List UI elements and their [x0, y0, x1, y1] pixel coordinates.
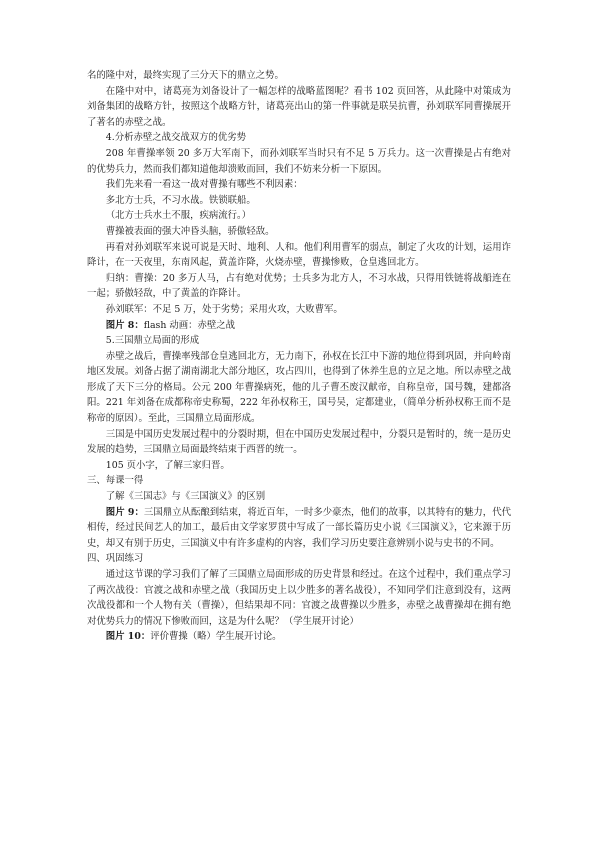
- paragraph: 三国是中国历史发展过程中的分裂时期，但在中国历史发展过程中，分裂只是暂时的，统一是历史发展的趋势，三国鼎立局面最终结束于西晋的统一。: [87, 428, 511, 456]
- figure-text: 评价曹操（略）学生展开讨论。: [150, 631, 282, 643]
- figure-note: [87, 505, 511, 552]
- section-heading: 四、巩固练习: [87, 553, 144, 565]
- figure-label: 图片 10：: [105, 631, 151, 643]
- figure-text: 三国鼎立从酝酿到结束，将近百年，一时多少豪杰，他们的故事，以其特有的魅力，代代相传，经过民间艺人的加工，最后由文学家罗贯中写成了一部长篇历史小说《三国演义》，它来源于历史，却又有别于历史，三国演义中有许多虚构的内容，我们学习历史要注意辨别小说与史书的不同。: [87, 506, 511, 549]
- paragraph: 105 页小字，了解三家归晋。: [105, 459, 230, 471]
- paragraph: 多北方士兵，不习水战。铁锁联船。: [105, 194, 256, 206]
- figure-label: 图片 8：: [105, 319, 144, 331]
- paragraph: 再看对孙刘联军来说可说是天时、地利、人和。他们利用曹军的弱点，制定了火攻的计划，运用诈降计，在一天夜里，东南风起，黄盖诈降，火烧赤壁，曹操惨败，仓皇逃回北方。: [87, 241, 511, 269]
- document-body: [87, 68, 511, 645]
- paragraph: 在隆中对中，诸葛亮为刘备设计了一幅怎样的战略蓝图呢？看书 102 页回答，从此隆中对策成为刘备集团的战略方针，按照这个战略方针，诸葛亮出山的第一件事就是联吴抗曹，孙刘联军同曹操展开了著名的赤壁之战。: [87, 85, 511, 128]
- figure-note: [87, 318, 511, 334]
- paragraph: 归纳：曹操：20 多万人马，占有绝对优势；士兵多为北方人，不习水战，只得用铁链将战船连在一起；骄傲轻敌，中了黄盖的诈降计。: [87, 272, 511, 300]
- paragraph: 208 年曹操率领 20 多万大军南下，而孙刘联军当时只有不足 5 万兵力。这一次曹操是占有绝对的优势兵力，然而我们都知道他却溃败而回，我们不妨来分析一下原因。: [87, 147, 511, 175]
- figure-text: flash 动画：赤壁之战: [143, 319, 236, 331]
- paragraph: 名的隆中对，最终实现了三分天下的鼎立之势。: [87, 70, 284, 81]
- paragraph: 通过这节课的学习我们了解了三国鼎立局面形成的历史背景和经过。在这个过程中，我们重点学习了两次战役：官渡之战和赤壁之战（我国历史上以少胜多的著名战役），不知同学们注意到没有，这两次战役都和一个人物有关（曹操），但结果却不同：官渡之战曹操以少胜多，赤壁之战曹操却在拥有绝对优势兵力的情况下惨败而回，这是为什么呢？（学生展开讨论）: [87, 569, 511, 627]
- figure-note: [87, 629, 511, 645]
- paragraph: 我们先来看一看这一战对曹操有哪些不利因素：: [105, 179, 303, 191]
- paragraph: 孙刘联军：不足 5 万，处于劣势；采用火攻，大败曹军。: [105, 303, 343, 315]
- section-heading: 4.分析赤壁之战交战双方的优劣势: [105, 132, 246, 144]
- paragraph: 赤壁之战后，曹操率残部仓皇逃回北方，无力南下，孙权在长江中下游的地位得到巩固，并向岭南地区发展。刘备占据了湖南湖北大部分地区，攻占四川，也得到了休养生息的立足之地。所以赤壁之战形成了天下三分的格局。公元 200 年曹操病死，他的儿子曹丕废汉献帝，自称皇帝，国号魏，建都洛阳。221 年刘备在成都称帝史称蜀，222 年孙权称王，国号吴，定都建业，（简单分析孙权称王而不是称帝的原因）。至此，三国鼎立局面形成。: [87, 350, 511, 425]
- figure-label: 图片 9：: [105, 506, 144, 518]
- section-heading: 三、每课一得: [87, 475, 144, 487]
- paragraph: （北方士兵水土不服，疾病流行。）: [105, 210, 252, 222]
- paragraph: 曹操被表面的强大冲昏头脑，骄傲轻敌。: [105, 225, 275, 237]
- section-heading: 5.三国鼎立局面的形成: [105, 335, 200, 347]
- paragraph: 了解《三国志》与《三国演义》的区别: [105, 491, 266, 503]
